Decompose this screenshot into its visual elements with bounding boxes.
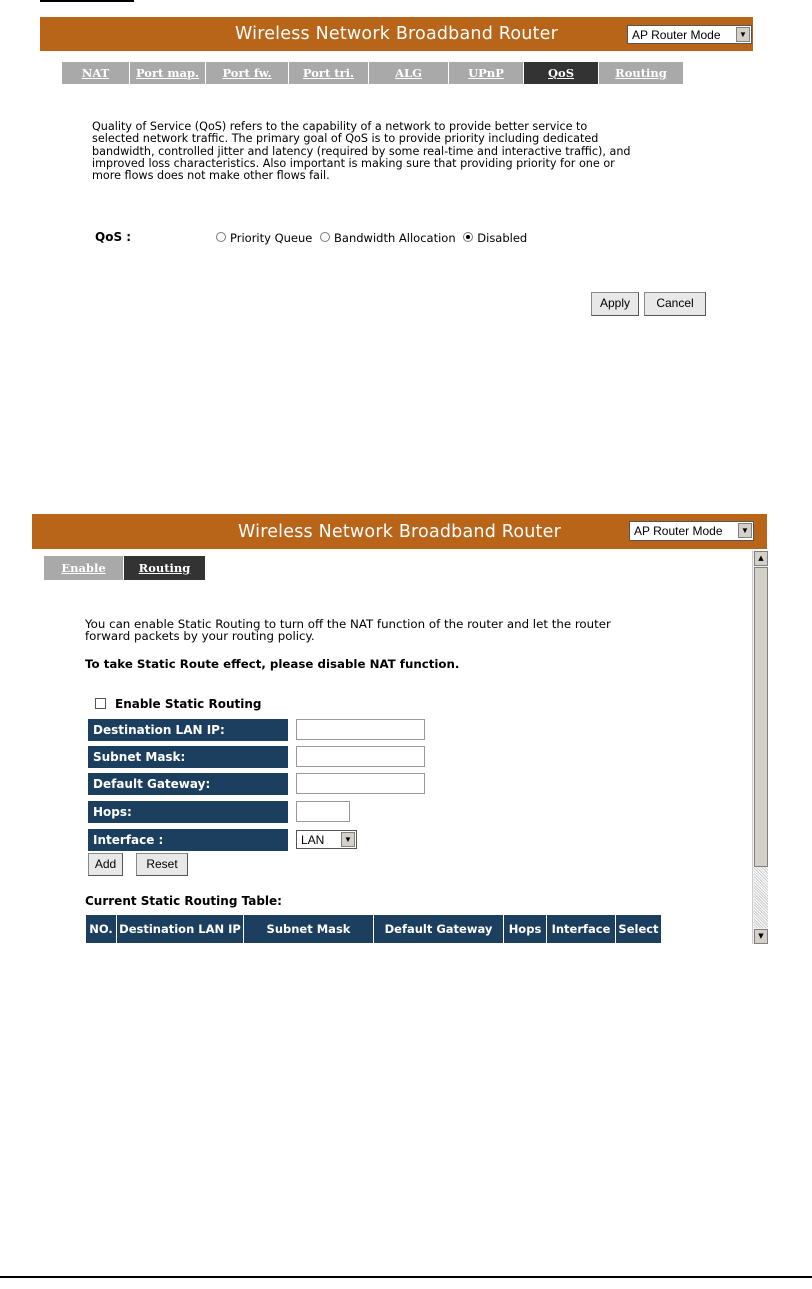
dest-ip-label: Destination LAN IP: [88,719,288,741]
col-select: Select [616,915,662,943]
scroll-track[interactable] [754,867,768,928]
dest-ip-input[interactable] [296,719,425,740]
scroll-down-icon[interactable]: ▼ [754,929,768,944]
tab-port-tri[interactable]: Port tri. [289,62,369,84]
tab-port-fw[interactable]: Port fw. [206,62,289,84]
mode-select-value: AP Router Mode [634,524,723,538]
interface-select-value: LAN [301,833,325,847]
add-button[interactable]: Add [88,853,123,876]
scroll-thumb[interactable] [754,567,768,867]
scroll-up-icon[interactable]: ▲ [754,551,768,566]
enable-static-routing-label: Enable Static Routing [115,697,262,711]
interface-select[interactable] [296,830,357,849]
top-rule [40,0,134,2]
cancel-button[interactable]: Cancel [644,292,706,316]
tab-routing[interactable]: Routing [124,556,206,580]
description-line: selected network traffic. The primary goal of QoS is to provide priority including dedicated [92,132,599,146]
tab-port-map[interactable]: Port map. [130,62,206,84]
default-gateway-input[interactable] [296,773,425,794]
banner-title: Wireless Network Broadband Router [238,522,561,542]
routing-tab-bar [44,556,206,580]
radio-disabled[interactable] [463,231,527,245]
tab-qos[interactable]: QoS [524,62,599,84]
default-gateway-label: Default Gateway: [88,773,288,795]
qos-tab-bar [62,62,684,84]
col-subnet-mask: Subnet Mask [244,915,374,943]
mode-select-value: AP Router Mode [632,28,721,42]
col-interface: Interface [547,915,616,943]
qos-description [92,121,712,182]
vertical-scrollbar[interactable] [752,551,768,944]
description-line: forward packets by your routing policy. [85,629,315,644]
qos-banner [40,17,753,51]
chevron-down-icon[interactable]: ▼ [736,27,750,42]
tab-nat[interactable]: NAT [62,62,130,84]
subnet-mask-label: Subnet Mask: [88,746,288,768]
hops-input[interactable] [296,801,350,822]
col-destination-ip: Destination LAN IP [117,915,244,943]
tab-alg[interactable]: ALG [369,62,449,84]
qos-options [216,231,527,245]
radio-selected-icon[interactable] [463,232,473,242]
radio-priority-queue[interactable] [216,231,312,245]
tab-routing[interactable]: Routing [599,62,684,84]
radio-label: Priority Queue [230,231,313,245]
mode-select[interactable] [627,25,752,44]
bottom-rule [0,1276,812,1278]
routing-banner [32,514,767,549]
subnet-mask-input[interactable] [296,746,425,767]
mode-select[interactable] [629,521,754,541]
col-hops: Hops [504,915,547,943]
description-line: more flows does not make other flows fail. [92,169,330,183]
apply-button[interactable]: Apply [591,292,639,316]
description-line: improved loss characteristics. Also important is making sure that providing priority for one or [92,156,615,170]
description-line: You can enable Static Routing to turn off the NAT function of the router and let the router [85,617,611,631]
radio-icon[interactable] [320,232,330,242]
routing-description [85,618,705,643]
radio-label: Disabled [477,231,528,245]
reset-button[interactable]: Reset [136,853,188,876]
description-line: bandwidth, controlled jitter and latency (required by some real-time and interactive traffic), and [92,144,631,158]
tab-enable[interactable]: Enable [44,556,124,580]
col-no: NO. [86,915,117,943]
description-line: Quality of Service (QoS) refers to the capability of a network to provide better service to [92,120,588,133]
banner-title: Wireless Network Broadband Router [235,24,558,44]
col-default-gateway: Default Gateway [374,915,504,943]
table-title: Current Static Routing Table: [85,894,282,908]
tab-upnp[interactable]: UPnP [449,62,524,84]
radio-label: Bandwidth Allocation [334,231,456,245]
hops-label: Hops: [88,801,288,823]
radio-bandwidth-allocation[interactable] [320,231,456,245]
qos-label: QoS : [95,230,132,244]
interface-label: Interface : [88,829,288,851]
radio-icon[interactable] [216,232,226,242]
chevron-down-icon[interactable]: ▼ [738,523,752,538]
enable-static-routing[interactable] [95,697,261,711]
checkbox-icon[interactable] [95,698,106,709]
chevron-down-icon[interactable]: ▼ [341,832,355,847]
nat-warning: To take Static Route effect, please disable NAT function. [85,657,460,671]
